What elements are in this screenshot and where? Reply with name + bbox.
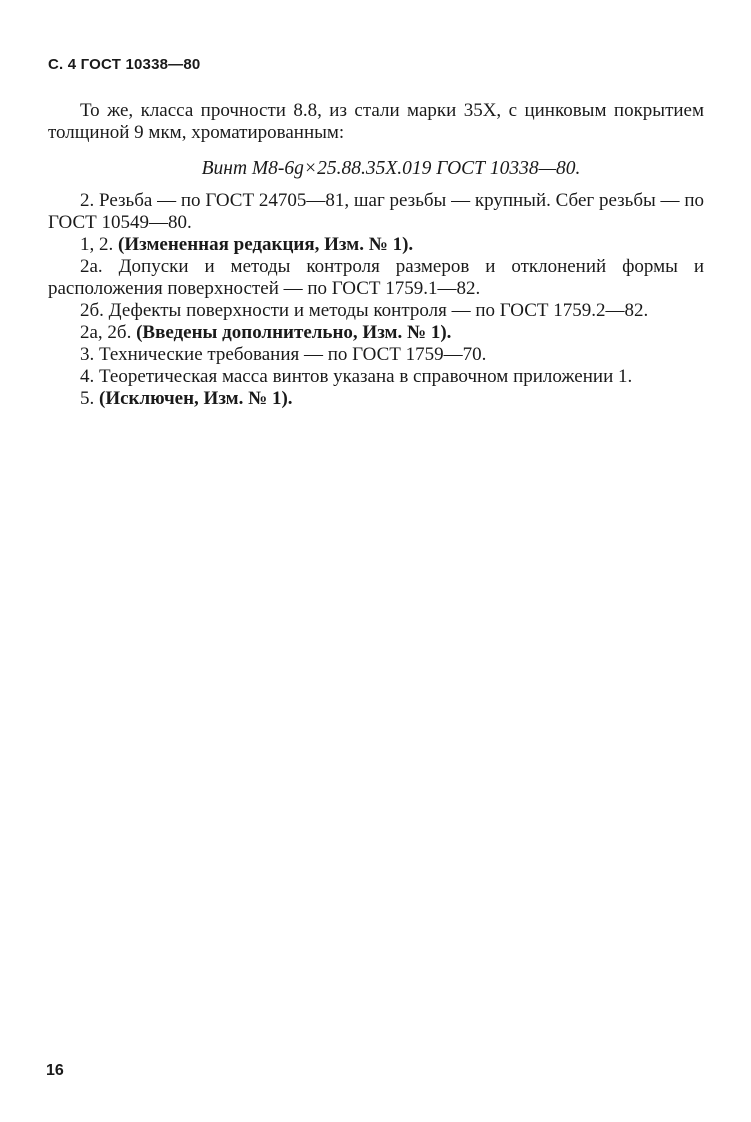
amendment-note: (Введены дополнительно, Изм. № 1). bbox=[136, 322, 452, 343]
amendment-note: (Исключен, Изм. № 1). bbox=[99, 388, 293, 409]
paragraph-zinc-coating-example: То же, класса прочности 8.8, из стали марки 35Х, с цинковым покрытием толщиной 9 мкм, хроматированным: bbox=[48, 100, 704, 143]
designation-formula: Винт М8-6g×25.88.35Х.019 ГОСТ 10338—80. bbox=[201, 158, 581, 179]
amendment-ref: 2а, 2б. bbox=[80, 322, 137, 343]
paragraph-surface-defects: 2б. Дефекты поверхности и методы контроля — по ГОСТ 1759.2—82. bbox=[80, 300, 649, 321]
paragraph-thread: 2. Резьба — по ГОСТ 24705—81, шаг резьбы — крупный. Сбег резьбы — по ГОСТ 10549—80. bbox=[48, 190, 704, 233]
paragraph-amendment-1-2 bbox=[48, 234, 704, 256]
paragraph-excluded bbox=[48, 388, 704, 410]
amendment-ref: 5. bbox=[80, 388, 99, 409]
amendment-ref: 1, 2. bbox=[80, 234, 118, 255]
paragraph-technical-requirements: 3. Технические требования — по ГОСТ 1759—70. bbox=[80, 344, 487, 365]
document-body bbox=[48, 100, 704, 410]
amendment-note: (Измененная редакция, Изм. № 1). bbox=[118, 234, 414, 255]
page-number: 16 bbox=[46, 1062, 64, 1079]
paragraph-tolerances: 2а. Допуски и методы контроля размеров и отклонений формы и расположения поверхностей — по ГОСТ 1759.1—82. bbox=[48, 256, 704, 299]
paragraph-amendment-2a-2b bbox=[48, 322, 704, 344]
paragraph-theoretical-mass: 4. Теоретическая масса винтов указана в справочном приложении 1. bbox=[80, 366, 633, 387]
running-header: С. 4 ГОСТ 10338—80 bbox=[48, 56, 201, 73]
